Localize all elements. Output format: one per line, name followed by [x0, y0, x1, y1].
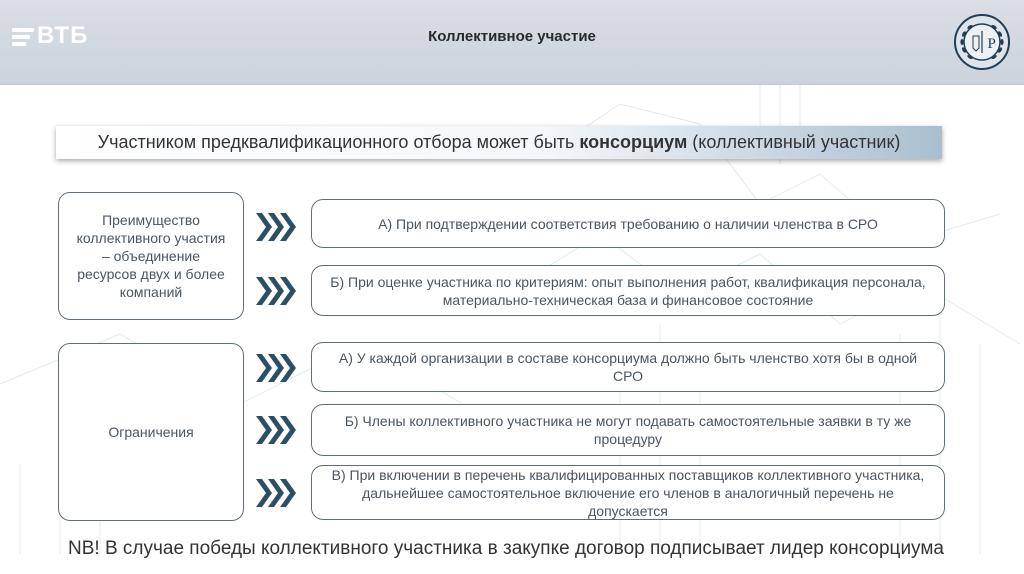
bottom-edge-mask [0, 562, 1024, 574]
limitation-item-a [311, 342, 945, 392]
triple-chevron-right-icon [254, 350, 300, 386]
limitation-item-b-text: Б) Члены коллективного участника не могут подавать самостоятельные заявки в ту же процедуру [344, 413, 912, 447]
page-title: Коллективное участие [428, 28, 596, 45]
triple-chevron-right-icon [254, 273, 300, 309]
triple-chevron-right-icon [254, 209, 300, 245]
limitation-item-c-text: В) При включении в перечень квалифицированных поставщиков коллективного участника, дальнейшее самостоятельное включение его членов в аналогичный перечень не допускается [331, 466, 925, 519]
headline-text-bold: консорциум [579, 132, 688, 152]
limitation-item-b [311, 404, 945, 456]
vtb-logo-text: ВТБ [37, 22, 89, 49]
limitation-item-a-text: А) У каждой организации в составе консорциума должно быть членство хотя бы в одной СРО [338, 350, 918, 384]
advantage-item-b [311, 265, 945, 316]
headline-text [56, 131, 942, 154]
advantage-item-b-text: Б) При оценке участника по критериям: опыт выполнения работ, квалификация персонала, материально-техническая база и финансовое состояние [330, 273, 926, 308]
limitations-label: Ограничения [108, 424, 194, 440]
headline-text-start: Участником предквалификационного отбора может быть [97, 132, 580, 152]
headline-text-end: (коллективный участник) [687, 132, 901, 152]
emblem-letter: Р [987, 36, 996, 52]
limitation-item-c [311, 465, 945, 520]
laurel-wreath-emblem-icon [952, 12, 1012, 72]
limitations-label-box [58, 343, 244, 521]
advantage-item-a-text: А) При подтверждении соответствия требованию о наличии членства в СРО [378, 215, 878, 232]
advantage-label-box [58, 192, 244, 320]
slide-header [0, 0, 1024, 85]
advantage-label: Преимущество коллективного участия – объединение ресурсов двух и более компаний [76, 212, 226, 300]
triple-chevron-right-icon [254, 475, 300, 511]
advantage-item-a [311, 199, 945, 248]
triple-chevron-right-icon [254, 412, 300, 448]
nb-note: NB! В случае победы коллективного участника в закупке договор подписывает лидер консорциума [68, 538, 944, 559]
